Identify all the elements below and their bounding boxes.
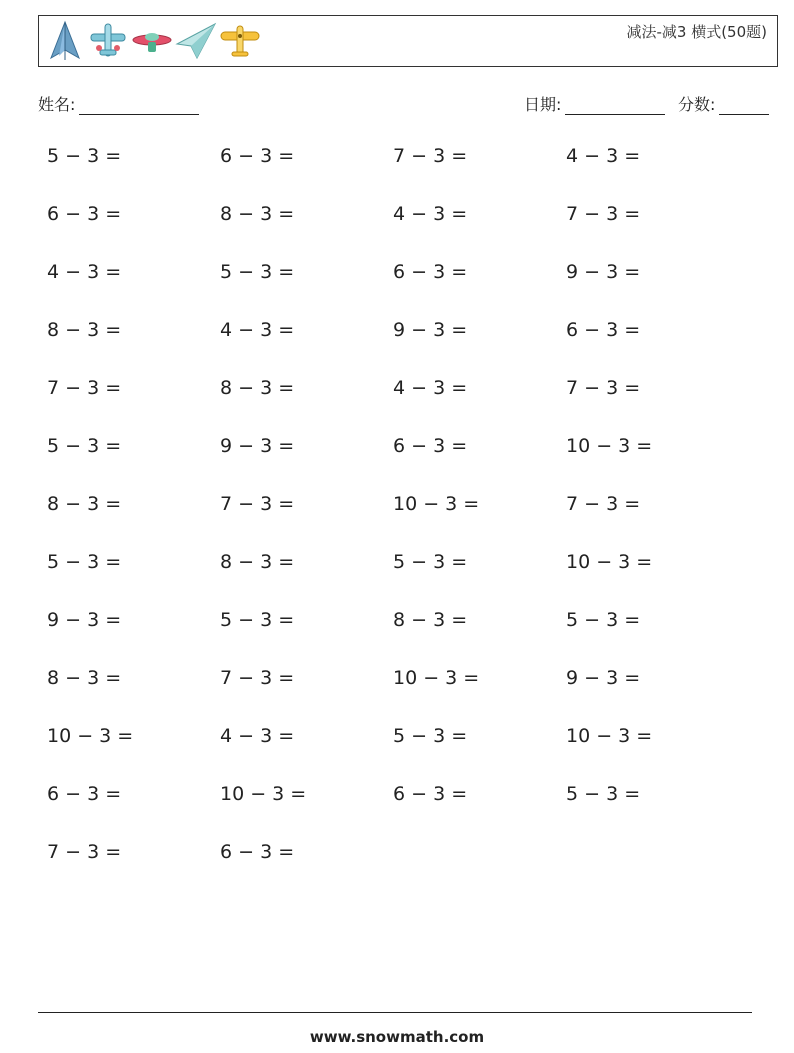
problem-item: 4 − 3 = [220, 319, 295, 341]
problem-item: 6 − 3 = [47, 783, 122, 805]
problem-item: 8 − 3 = [220, 377, 295, 399]
problem-item: 10 − 3 = [393, 493, 480, 515]
footer-rule [38, 1012, 752, 1013]
problem-item: 4 − 3 = [393, 203, 468, 225]
problem-item: 5 − 3 = [393, 551, 468, 573]
problem-item: 10 − 3 = [566, 725, 653, 747]
problem-item: 8 − 3 = [47, 667, 122, 689]
problem-item: 7 − 3 = [393, 145, 468, 167]
problem-item: 9 − 3 = [566, 667, 641, 689]
problem-item: 10 − 3 = [566, 435, 653, 457]
problem-item: 4 − 3 = [393, 377, 468, 399]
problem-item: 10 − 3 = [47, 725, 134, 747]
problem-item: 7 − 3 = [47, 377, 122, 399]
paper-plane-icon [175, 20, 217, 62]
red-plane-icon [131, 20, 173, 62]
problem-item: 6 − 3 = [393, 435, 468, 457]
problem-item: 6 − 3 = [566, 319, 641, 341]
score-field [678, 92, 769, 115]
problem-item: 8 − 3 = [220, 551, 295, 573]
problem-item: 5 − 3 = [220, 261, 295, 283]
problem-item: 6 − 3 = [393, 261, 468, 283]
name-blank[interactable] [79, 98, 199, 115]
problem-item: 6 − 3 = [220, 841, 295, 863]
score-label: 分数: [678, 95, 716, 114]
biplane-icon [219, 20, 261, 62]
problem-item: 6 − 3 = [220, 145, 295, 167]
problem-item: 5 − 3 = [47, 435, 122, 457]
problem-item: 4 − 3 = [220, 725, 295, 747]
problem-item: 9 − 3 = [220, 435, 295, 457]
worksheet-title: 减法-减3 横式(50题) [626, 23, 767, 41]
problem-item: 7 − 3 = [566, 493, 641, 515]
problem-item: 5 − 3 = [566, 783, 641, 805]
header-icons [45, 20, 261, 62]
name-field [38, 92, 199, 115]
problem-item: 8 − 3 = [47, 319, 122, 341]
problem-item: 5 − 3 = [566, 609, 641, 631]
date-field [524, 92, 665, 115]
problem-item: 7 − 3 = [47, 841, 122, 863]
problem-item: 9 − 3 = [393, 319, 468, 341]
problem-item: 6 − 3 = [47, 203, 122, 225]
date-label: 日期: [524, 95, 562, 114]
problem-item: 10 − 3 = [566, 551, 653, 573]
propeller-plane-icon [87, 20, 129, 62]
problem-item: 9 − 3 = [566, 261, 641, 283]
problem-item: 8 − 3 = [220, 203, 295, 225]
date-blank[interactable] [565, 98, 665, 115]
problem-item: 5 − 3 = [220, 609, 295, 631]
problem-item: 10 − 3 = [220, 783, 307, 805]
problem-item: 4 − 3 = [566, 145, 641, 167]
paper-airplane-rocket-icon [45, 20, 85, 62]
problem-item: 5 − 3 = [47, 551, 122, 573]
problem-item: 10 − 3 = [393, 667, 480, 689]
problem-item: 7 − 3 = [566, 377, 641, 399]
problem-item: 4 − 3 = [47, 261, 122, 283]
problem-item: 6 − 3 = [393, 783, 468, 805]
problem-item: 5 − 3 = [393, 725, 468, 747]
name-label: 姓名: [38, 95, 76, 114]
header-box [38, 15, 778, 67]
problem-item: 7 − 3 = [220, 493, 295, 515]
problem-item: 7 − 3 = [220, 667, 295, 689]
problem-item: 8 − 3 = [393, 609, 468, 631]
problem-item: 7 − 3 = [566, 203, 641, 225]
problem-item: 5 − 3 = [47, 145, 122, 167]
problem-item: 9 − 3 = [47, 609, 122, 631]
problem-item: 8 − 3 = [47, 493, 122, 515]
score-blank[interactable] [719, 98, 769, 115]
footer-url: www.snowmath.com [309, 1028, 485, 1046]
